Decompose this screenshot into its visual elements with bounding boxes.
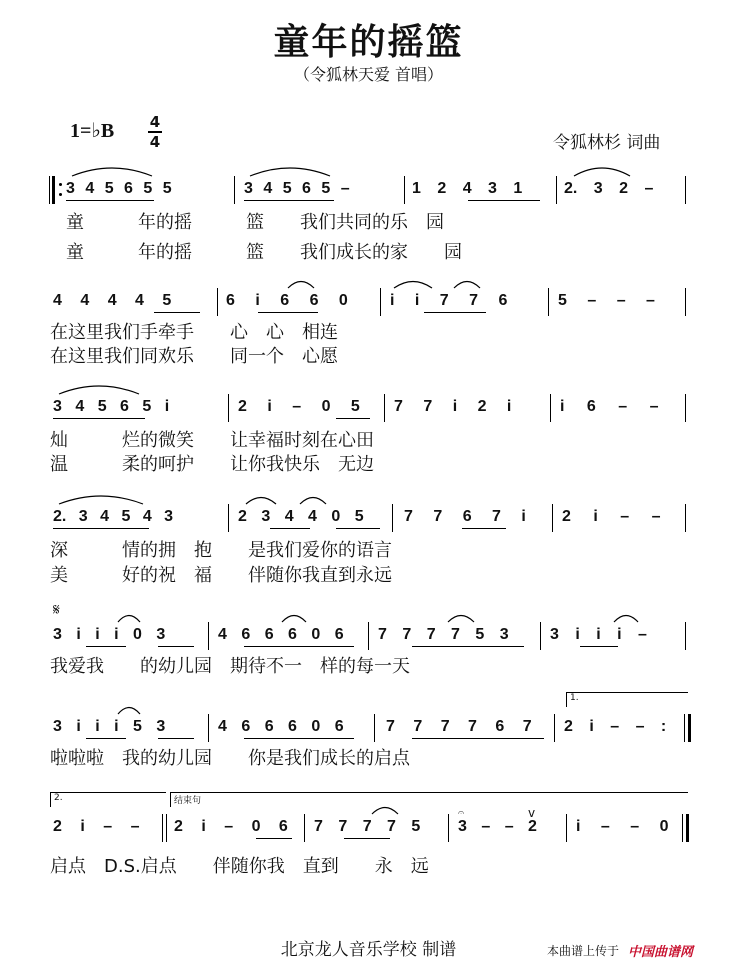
measure-notes: 2 i – – : — [564, 718, 667, 735]
underline — [468, 200, 540, 201]
barline — [404, 176, 405, 204]
barline — [448, 814, 449, 842]
barline — [685, 176, 686, 204]
composer-credit: 令狐林杉 词曲 — [553, 133, 661, 153]
ending-phrase-bracket: 结束句 — [170, 792, 688, 807]
transcriber-credit: 北京龙人音乐学校 制谱 — [280, 940, 457, 960]
first-ending-bracket: 1. — [566, 692, 688, 707]
barline — [392, 504, 393, 532]
slur — [116, 612, 142, 624]
lyric-verse-1: 我爱我 的幼儿园 期待不一 样的每一天 — [50, 656, 410, 677]
song-title: 童年的摇篮 — [273, 22, 464, 63]
underline — [244, 738, 354, 739]
underline — [256, 838, 292, 839]
barline — [380, 288, 381, 316]
segno-sign: 𝄋 — [53, 600, 60, 619]
barline — [228, 504, 229, 532]
barline — [540, 622, 541, 650]
slur — [446, 612, 476, 624]
key-signature: 1=♭B — [70, 120, 115, 142]
barline — [217, 288, 218, 316]
measure-notes: 4 4 4 4 5 — [53, 292, 172, 309]
measure-notes: 7 7 7 7 5 — [314, 818, 421, 835]
slur — [392, 278, 434, 290]
measure-notes: i 6 – – — [560, 398, 659, 415]
barline — [368, 622, 369, 650]
second-ending-bracket: 2. — [50, 792, 166, 807]
measure-notes: 2. 3 2 – — [564, 180, 654, 197]
fermata-icon: 𝄐 — [458, 806, 465, 819]
measure-notes: 3 i i i 0 3 — [53, 626, 166, 643]
barline — [685, 288, 686, 316]
repeat-dot — [59, 193, 62, 196]
measure-notes: 2 i – – — [53, 818, 140, 835]
lyric-verse-1: 童 年的摇 篮 我们共同的乐 园 — [66, 212, 444, 233]
lyric-verse-2: 童 年的摇 篮 我们成长的家 园 — [66, 242, 462, 263]
measure-notes: 7 7 7 7 6 7 — [386, 718, 532, 735]
measure-notes: i i 7 7 6 — [390, 292, 508, 309]
underline — [66, 200, 154, 201]
slur — [116, 704, 142, 716]
barline — [374, 714, 375, 742]
barline — [552, 504, 553, 532]
slur — [70, 164, 154, 178]
underline — [158, 738, 194, 739]
measure-notes: 2 i – 0 5 — [238, 398, 360, 415]
barline — [304, 814, 305, 842]
measure-notes: 2 3 4 4 0 5 — [238, 508, 364, 525]
barline — [684, 714, 685, 742]
underline — [86, 646, 126, 647]
repeat-start-bar — [52, 176, 55, 204]
barline — [566, 814, 567, 842]
measure-notes: 3 i i i 5 3 — [53, 718, 166, 735]
barline — [208, 622, 209, 650]
measure-notes: 3 i i i – — [550, 626, 647, 643]
barline — [682, 814, 683, 842]
slur — [452, 278, 482, 290]
measure-notes: 5 – – – — [558, 292, 655, 309]
barline — [550, 394, 551, 422]
measure-notes: 3 4 5 6 5 i — [53, 398, 170, 415]
barline — [685, 622, 686, 650]
underline — [244, 200, 334, 201]
underline — [412, 646, 524, 647]
slur — [57, 382, 141, 396]
slur — [572, 164, 632, 178]
meter-top: 4 — [149, 113, 161, 131]
underline — [53, 418, 145, 419]
barline — [49, 176, 50, 204]
barline — [228, 394, 229, 422]
barline — [556, 176, 557, 204]
measure-notes: 6 i 6 6 0 — [226, 292, 348, 309]
barline — [384, 394, 385, 422]
underline — [336, 418, 370, 419]
underline — [424, 312, 486, 313]
underline — [344, 838, 390, 839]
underline — [53, 528, 149, 529]
song-subtitle: （令狐林天爱 首唱） — [293, 65, 444, 84]
slur — [612, 612, 640, 624]
measure-notes: 1 2 4 3 1 — [412, 180, 523, 197]
lyric-verse-1: 深 情的拥 抱 是我们爱你的语言 — [50, 540, 392, 561]
underline — [462, 528, 506, 529]
slur — [280, 612, 308, 624]
barline — [234, 176, 235, 204]
lyric-verse-2: 温 柔的呵护 让你我快乐 无边 — [50, 454, 374, 475]
measure-notes: 7 7 7 7 5 3 — [378, 626, 509, 643]
lyric-verse-1: 在这里我们手牵手 心 心 相连 — [50, 322, 338, 343]
measure-notes: 3 4 5 6 5 5 — [66, 180, 172, 197]
barline — [548, 288, 549, 316]
lyric-verse-2: 在这里我们同欢乐 同一个 心愿 — [50, 346, 338, 367]
slur — [286, 278, 316, 290]
underline — [158, 646, 194, 647]
underline — [580, 646, 618, 647]
measure-notes: 2. 3 4 5 4 3 — [53, 508, 174, 525]
measure-notes: 3 – – 2 — [458, 818, 537, 835]
barline — [685, 394, 686, 422]
slur — [248, 164, 332, 178]
lyric-verse-1: 啦啦啦 我的幼儿园 你是我们成长的启点 — [50, 748, 410, 769]
underline — [86, 738, 126, 739]
slur — [298, 494, 328, 506]
barline — [166, 814, 167, 842]
slur — [57, 492, 145, 506]
lyric-verse-1: 启点 D.S.启点 伴随你我 直到 永 远 — [50, 856, 429, 877]
repeat-end-bar — [688, 714, 691, 742]
upload-note: 本曲谱上传于 — [547, 944, 620, 958]
time-signature — [148, 114, 162, 150]
underline — [336, 528, 380, 529]
underline — [412, 738, 544, 739]
repeat-dot — [59, 183, 62, 186]
meter-bottom: 4 — [149, 133, 161, 151]
barline — [685, 504, 686, 532]
measure-notes: 2 i – 0 6 — [174, 818, 288, 835]
underline — [154, 312, 200, 313]
slur — [370, 804, 400, 816]
underline — [244, 646, 354, 647]
underline — [270, 528, 310, 529]
lyric-verse-1: 灿 烂的微笑 让幸福时刻在心田 — [50, 430, 374, 451]
breath-mark-icon: v — [528, 806, 536, 820]
barline — [208, 714, 209, 742]
barline — [554, 714, 555, 742]
barline — [162, 814, 163, 842]
site-logo: 中国曲谱网 — [628, 945, 694, 960]
slur — [244, 494, 278, 506]
final-bar — [686, 814, 689, 842]
lyric-verse-2: 美 好的祝 福 伴随你我直到永远 — [50, 565, 392, 586]
measure-notes: 4 6 6 6 0 6 — [218, 718, 344, 735]
measure-notes: 4 6 6 6 0 6 — [218, 626, 344, 643]
measure-notes: i – – 0 — [576, 818, 669, 835]
underline — [258, 312, 318, 313]
measure-notes: 7 7 6 7 i — [404, 508, 526, 525]
measure-notes: 2 i – – — [562, 508, 661, 525]
measure-notes: 7 7 i 2 i — [394, 398, 512, 415]
measure-notes: 3 4 5 6 5 – — [244, 180, 350, 197]
